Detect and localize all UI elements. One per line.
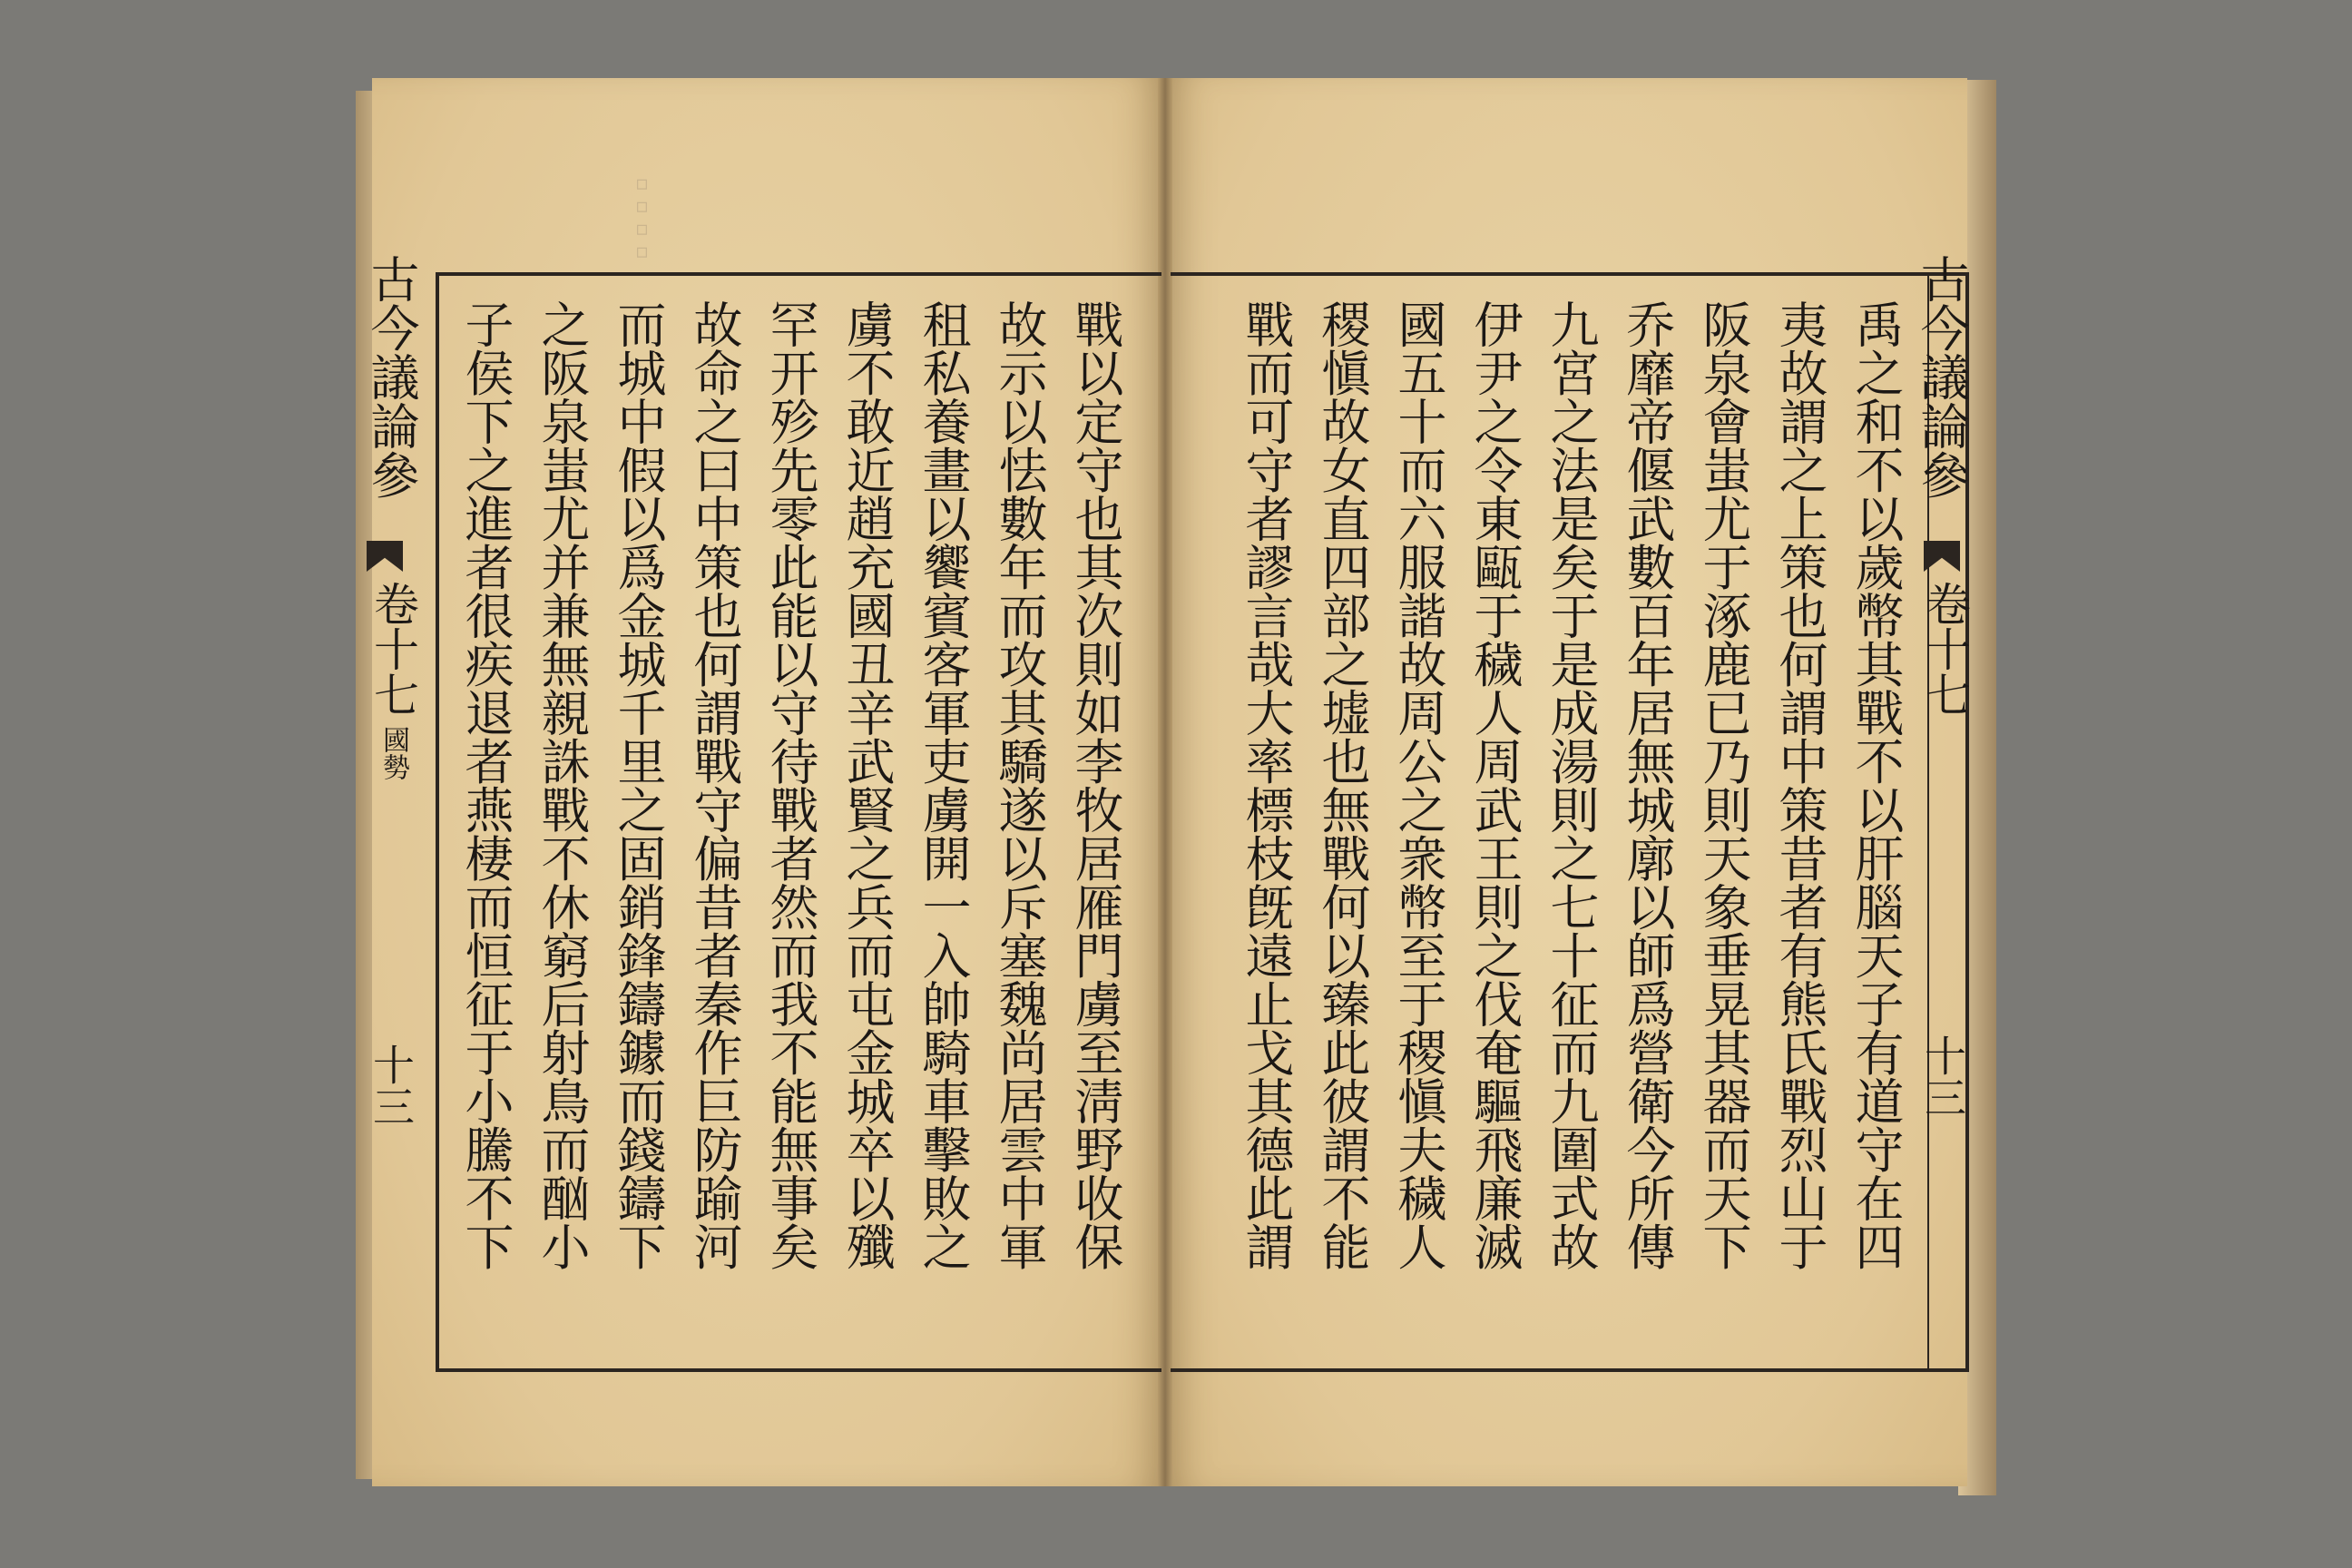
faded-seal-impression: ▫▫▫▫ (631, 172, 653, 263)
left-text-column-9: 子侯下之進者很疾退者燕棲而恒征于小騰不下 (457, 299, 514, 1270)
right-text-column-6: 伊尹之令東甌于穢人周武王則之伐奄驅飛廉滅 (1466, 299, 1524, 1270)
left-text-column-2: 故示以怯數年而攻其驕遂以斥塞魏尚居雲中軍 (991, 299, 1048, 1270)
left-text-column-8: 之阪泉蚩尤并兼無親誅戰不休窮后射鳥而酗小 (534, 299, 591, 1270)
left-margin-volume: 卷十七 (367, 581, 419, 717)
left-text-column-1: 戰以定守也其次則如李牧居雁門虜至淸野收保 (1067, 299, 1124, 1270)
right-text-column-8: 稷愼故女直四部之墟也無戰何以臻此彼謂不能 (1314, 299, 1371, 1270)
left-margin-folio: 十三 (367, 1044, 416, 1127)
right-text-column-5: 九宮之法是矣于是成湯則之七十征而九圍式故 (1543, 299, 1600, 1270)
left-margin-topic: 國勢 (377, 726, 409, 780)
right-margin-volume: 卷十七 (1918, 581, 1971, 717)
right-text-column-3: 阪泉會蚩尤于涿鹿已乃則天象垂晃其器而天下 (1695, 299, 1752, 1270)
right-margin-title: 古今議論參 (1913, 254, 1970, 499)
left-text-column-4: 虜不敢近趙充國丑辛武賢之兵而屯金城卒以殲 (838, 299, 896, 1270)
right-text-column-9: 戰而可守者謬言哉大率標枝旣遠止戈其德此謂 (1238, 299, 1295, 1270)
left-text-column-3: 租私養畫以饗賓客軍吏虜開一入帥騎車擊敗之 (915, 299, 972, 1270)
left-text-column-5: 罕开殄先零此能以守待戰者然而我不能無事矣 (762, 299, 819, 1270)
left-margin-title: 古今議論參 (363, 254, 420, 499)
left-text-column-6: 故命之曰中策也何謂戰守偏昔者秦作巨防踰河 (686, 299, 743, 1270)
right-text-column-1: 禹之和不以歲幣其戰不以肝腦天子有道守在四 (1847, 299, 1905, 1270)
right-text-column-7: 國五十而六服諧故周公之衆幣至于稷愼夫穢人 (1390, 299, 1447, 1270)
right-margin-folio: 十三 (1918, 1034, 1967, 1118)
left-frame-inner-line (437, 276, 439, 1368)
left-text-column-7: 而城中假以爲金城千里之固銷鋒鑄鐻而錢鑄下 (610, 299, 667, 1270)
right-text-column-2: 夷故謂之上策也何謂中策昔者有熊氏戰烈山于 (1771, 299, 1828, 1270)
right-text-column-4: 乔靡帝偃武數百年居無城廓以師爲營衛今所傳 (1619, 299, 1676, 1270)
